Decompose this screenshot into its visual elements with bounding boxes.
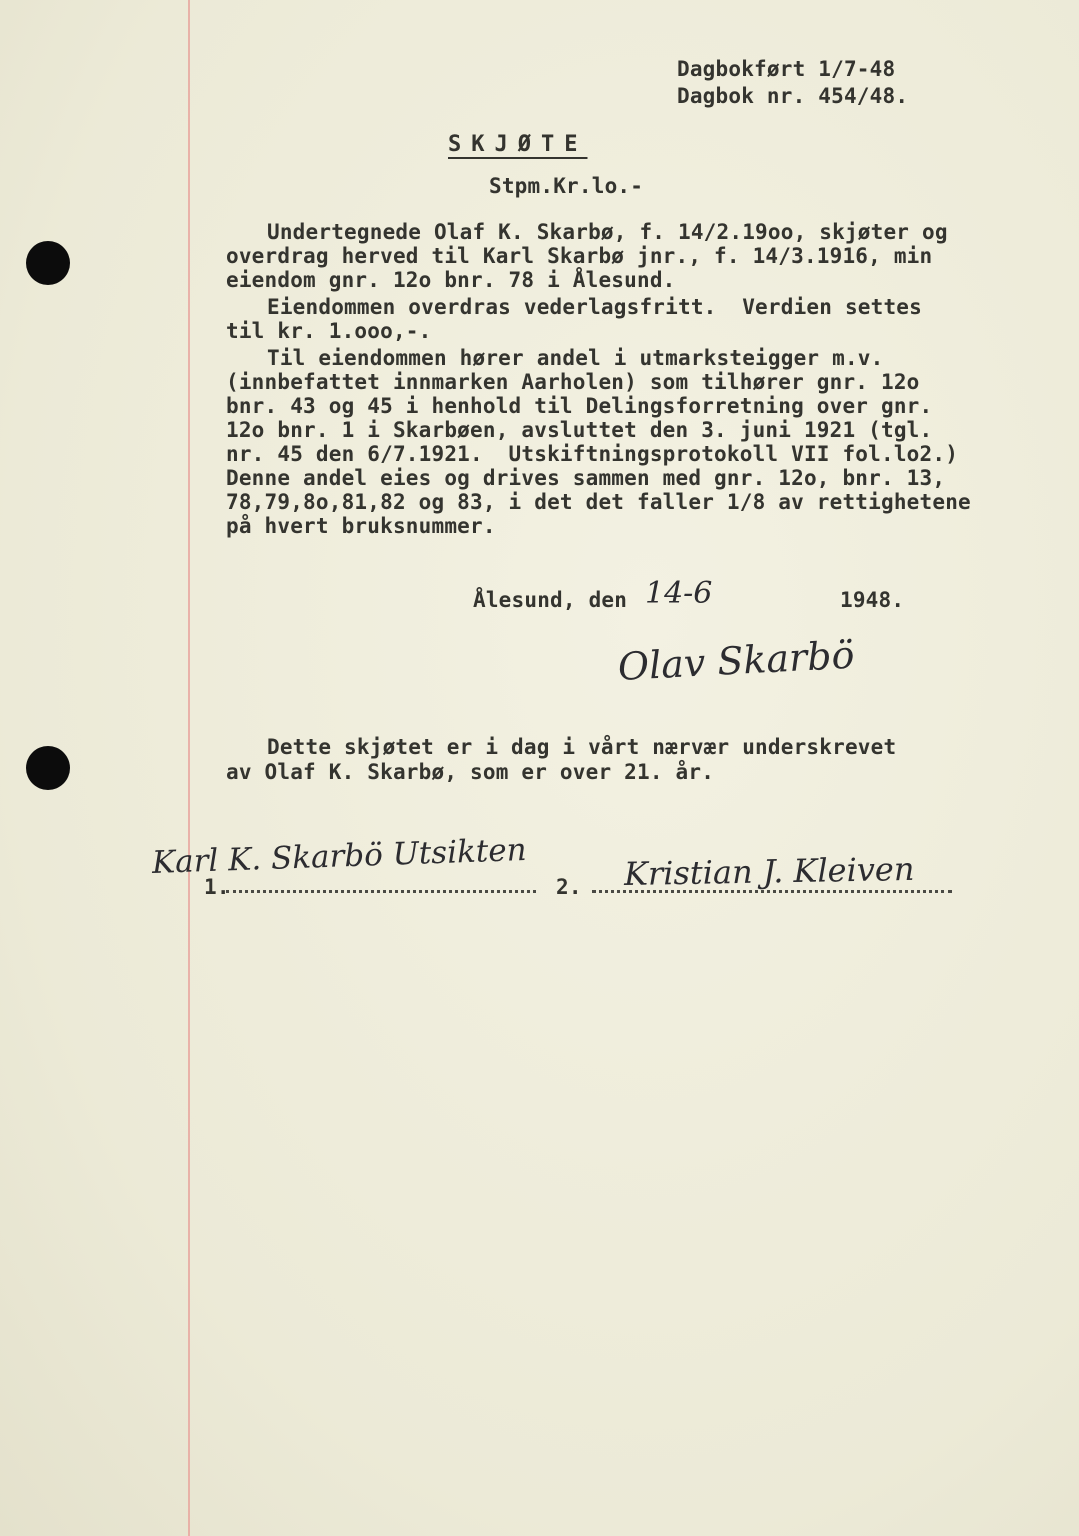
owner-signature: Olav Skarbö — [616, 632, 856, 689]
punch-hole-bottom — [26, 746, 70, 790]
paragraph-line: til kr. 1.ooo,-. — [226, 319, 432, 343]
paragraph-line: på hvert bruksnummer. — [226, 514, 496, 538]
place-date-prefix: Ålesund, den — [473, 588, 628, 612]
margin-line — [188, 0, 190, 1536]
witness-statement-line: Dette skjøtet er i dag i vårt nærvær underskrevet — [267, 735, 897, 759]
paragraph-line: bnr. 43 og 45 i henhold til Delingsforretning over gnr. — [226, 394, 933, 418]
paragraph-line: Denne andel eies og drives sammen med gnr. 12o, bnr. 13, — [226, 466, 946, 490]
place-date-year: 1948. — [840, 588, 905, 612]
witness-statement-line: av Olaf K. Skarbø, som er over 21. år. — [226, 760, 715, 784]
punch-hole-top — [26, 241, 70, 285]
paragraph-line: nr. 45 den 6/7.1921. Utskiftningsprotokoll VII fol.lo2.) — [226, 442, 959, 466]
paragraph-line: Eiendommen overdras vederlagsfritt. Verdien settes — [267, 295, 922, 319]
dagbokfort-line: Dagbokført 1/7-48 — [677, 57, 896, 81]
document-title: SKJØTE — [448, 132, 588, 157]
paragraph-line: eiendom gnr. 12o bnr. 78 i Ålesund. — [226, 268, 676, 292]
paragraph-line: Undertegnede Olaf K. Skarbø, f. 14/2.19oo, skjøter og — [267, 220, 948, 244]
paragraph-line: Til eiendommen hører andel i utmarksteigger m.v. — [267, 346, 884, 370]
witness-2-signature: Kristian J. Kleiven — [623, 849, 915, 893]
paragraph-line: 78,79,8o,81,82 og 83, i det det faller 1/8 av rettighetene — [226, 490, 971, 514]
witness-1-number: 1. — [204, 875, 230, 899]
witness-1-signature: Karl K. Skarbö Utsikten — [151, 831, 528, 881]
witness-2-number: 2. — [556, 875, 582, 899]
paragraph-line: overdrag herved til Karl Skarbø jnr., f. 14/3.1916, min — [226, 244, 933, 268]
paragraph-line: (innbefattet innmarken Aarholen) som tilhører gnr. 12o — [226, 370, 920, 394]
paragraph-line: 12o bnr. 1 i Skarbøen, avsluttet den 3. juni 1921 (tgl. — [226, 418, 933, 442]
stamp-line: Stpm.Kr.lo.- — [489, 174, 644, 198]
handwritten-date: 14-6 — [645, 576, 713, 611]
dagbok-number-line: Dagbok nr. 454/48. — [677, 84, 909, 108]
witness-1-line — [226, 890, 536, 893]
